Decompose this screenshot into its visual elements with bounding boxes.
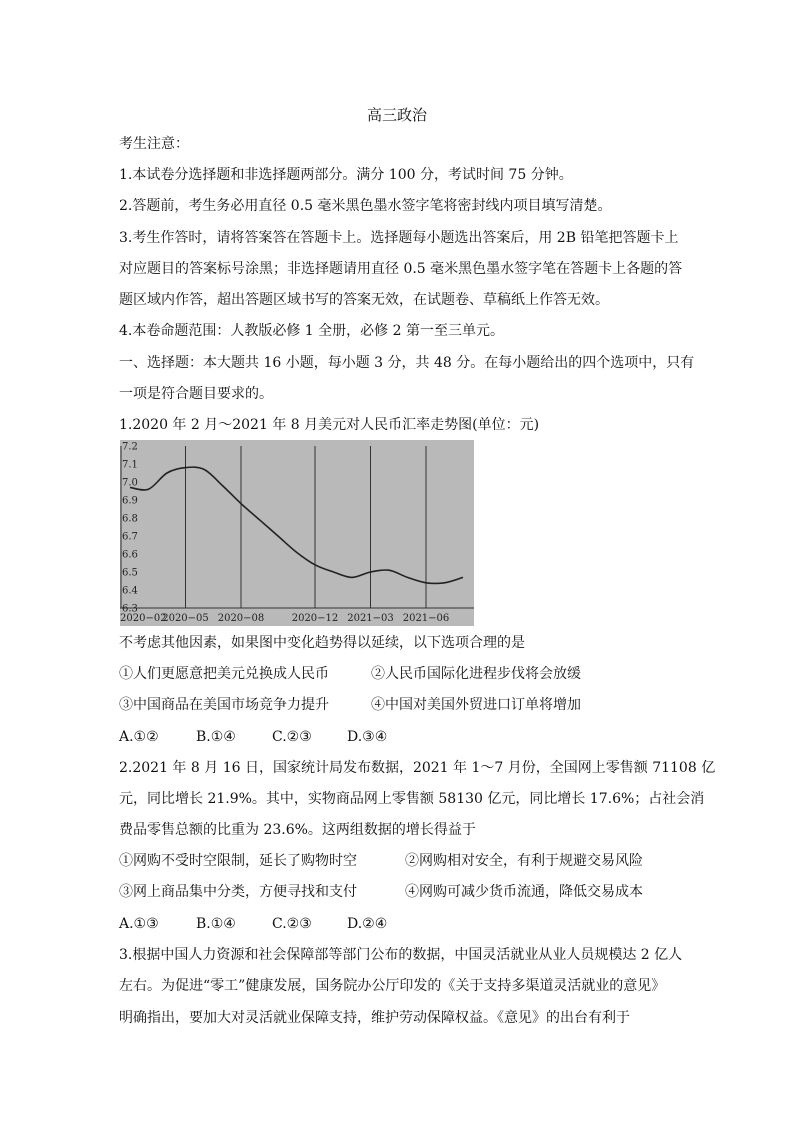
x-tick-label: 2020−08: [217, 613, 265, 624]
x-tick-label: 2021−03: [347, 613, 394, 624]
section-heading: 一项是符合题目要求的。: [119, 386, 273, 402]
question-stem: 1.2020 年 2 月～2021 年 8 月美元对人民币汇率走势图(单位：元): [119, 417, 540, 433]
option: ①人们更愿意把美元兑换成人民币: [119, 666, 329, 682]
y-tick-label: 6.7: [122, 531, 138, 543]
notice-line: 题区域内作答，超出答题区域书写的答案无效，在试题卷、草稿纸上作答无效。: [119, 292, 609, 308]
x-tick-label: 2020−12: [291, 613, 339, 624]
notice-line: 4.本卷命题范围：人教版必修 1 全册，必修 2 第一至三单元。: [119, 323, 504, 339]
y-tick-label: 7.2: [122, 441, 138, 453]
option: ②网购相对安全，有利于规避交易风险: [405, 853, 643, 869]
notice-line: 3.考生作答时，请将答案答在答题卡上。选择题每小题选出答案后，用 2B 铅笔把答题卡上: [119, 230, 679, 246]
answer-choice: D.②④: [347, 916, 388, 932]
option: ③中国商品在美国市场竞争力提升: [119, 697, 329, 713]
y-tick-label: 7.1: [122, 459, 138, 471]
y-tick-label: 6.4: [122, 585, 138, 597]
question-text: 元，同比增长 21.9%。其中，实物商品网上零售额 58130 亿元，同比增长 17.6%；占社会消: [119, 791, 705, 807]
question-text: 3.根据中国人力资源和社会保障部等部门公布的数据，中国灵活就业从业人员规模达 2 亿人: [119, 947, 683, 963]
question-text: 左右。为促进“零工”健康发展，国务院办公厅印发的《关于支持多渠道灵活就业的意见》: [119, 978, 666, 994]
chart-background: [120, 440, 474, 626]
x-tick-label: 2020−02: [120, 613, 167, 624]
x-tick-label: 2021−06: [402, 613, 450, 624]
answer-choice: B.①④: [196, 916, 236, 932]
notice-line: 2.答题前，考生务必用直径 0.5 毫米黑色墨水签字笔将密封线内项目填写清楚。: [119, 198, 612, 214]
y-tick-label: 6.8: [122, 513, 138, 525]
option: ③网上商品集中分类，方便寻找和支付: [119, 884, 357, 900]
answer-choice: A.①②: [119, 729, 159, 745]
x-tick-label: 2020−05: [162, 613, 209, 624]
question-text: 2.2021 年 8 月 16 日，国家统计局发布数据，2021 年 1～7 月份，全国网上零售额 71108 亿: [119, 760, 716, 776]
chart-svg: [120, 440, 474, 626]
option: ②人民币国际化进程步伐将会放缓: [371, 666, 581, 682]
answer-choice: B.①④: [196, 729, 236, 745]
y-tick-label: 6.6: [122, 549, 138, 561]
y-tick-label: 6.3: [122, 603, 138, 615]
option: ④网购可减少货币流通，降低交易成本: [405, 884, 643, 900]
question-text: 明确指出，要加大对灵活就业保障支持，维护劳动保障权益。《意见》的出台有利于: [119, 1010, 630, 1026]
exchange-rate-chart: [120, 440, 474, 626]
option: ④中国对美国外贸进口订单将增加: [371, 697, 581, 713]
y-tick-label: 7.0: [122, 477, 138, 489]
answer-choice: C.②③: [272, 916, 312, 932]
notice-line: 对应题目的答案标号涂黑；非选择题请用直径 0.5 毫米黑色墨水签字笔在答题卡上各题的答: [119, 261, 683, 277]
y-tick-label: 6.5: [122, 567, 138, 579]
answer-choice: A.①③: [119, 916, 159, 932]
question-text: 费品零售总额的比重为 23.6%。这两组数据的增长得益于: [119, 822, 476, 838]
answer-choice: C.②③: [272, 729, 312, 745]
y-tick-label: 6.9: [122, 495, 138, 507]
answer-choice: D.③④: [347, 729, 388, 745]
question-text: 不考虑其他因素，如果图中变化趋势得以延续，以下选项合理的是: [119, 635, 525, 651]
page-title: 高三政治: [366, 106, 427, 124]
option: ①网购不受时空限制，延长了购物时空: [119, 853, 357, 869]
notice-heading: 考生注意：: [119, 136, 189, 152]
section-heading: 一、选择题：本大题共 16 小题，每小题 3 分，共 48 分。在每小题给出的四个选项中，只有: [119, 355, 695, 371]
notice-line: 1.本试卷分选择题和非选择题两部分。满分 100 分，考试时间 75 分钟。: [119, 167, 573, 183]
